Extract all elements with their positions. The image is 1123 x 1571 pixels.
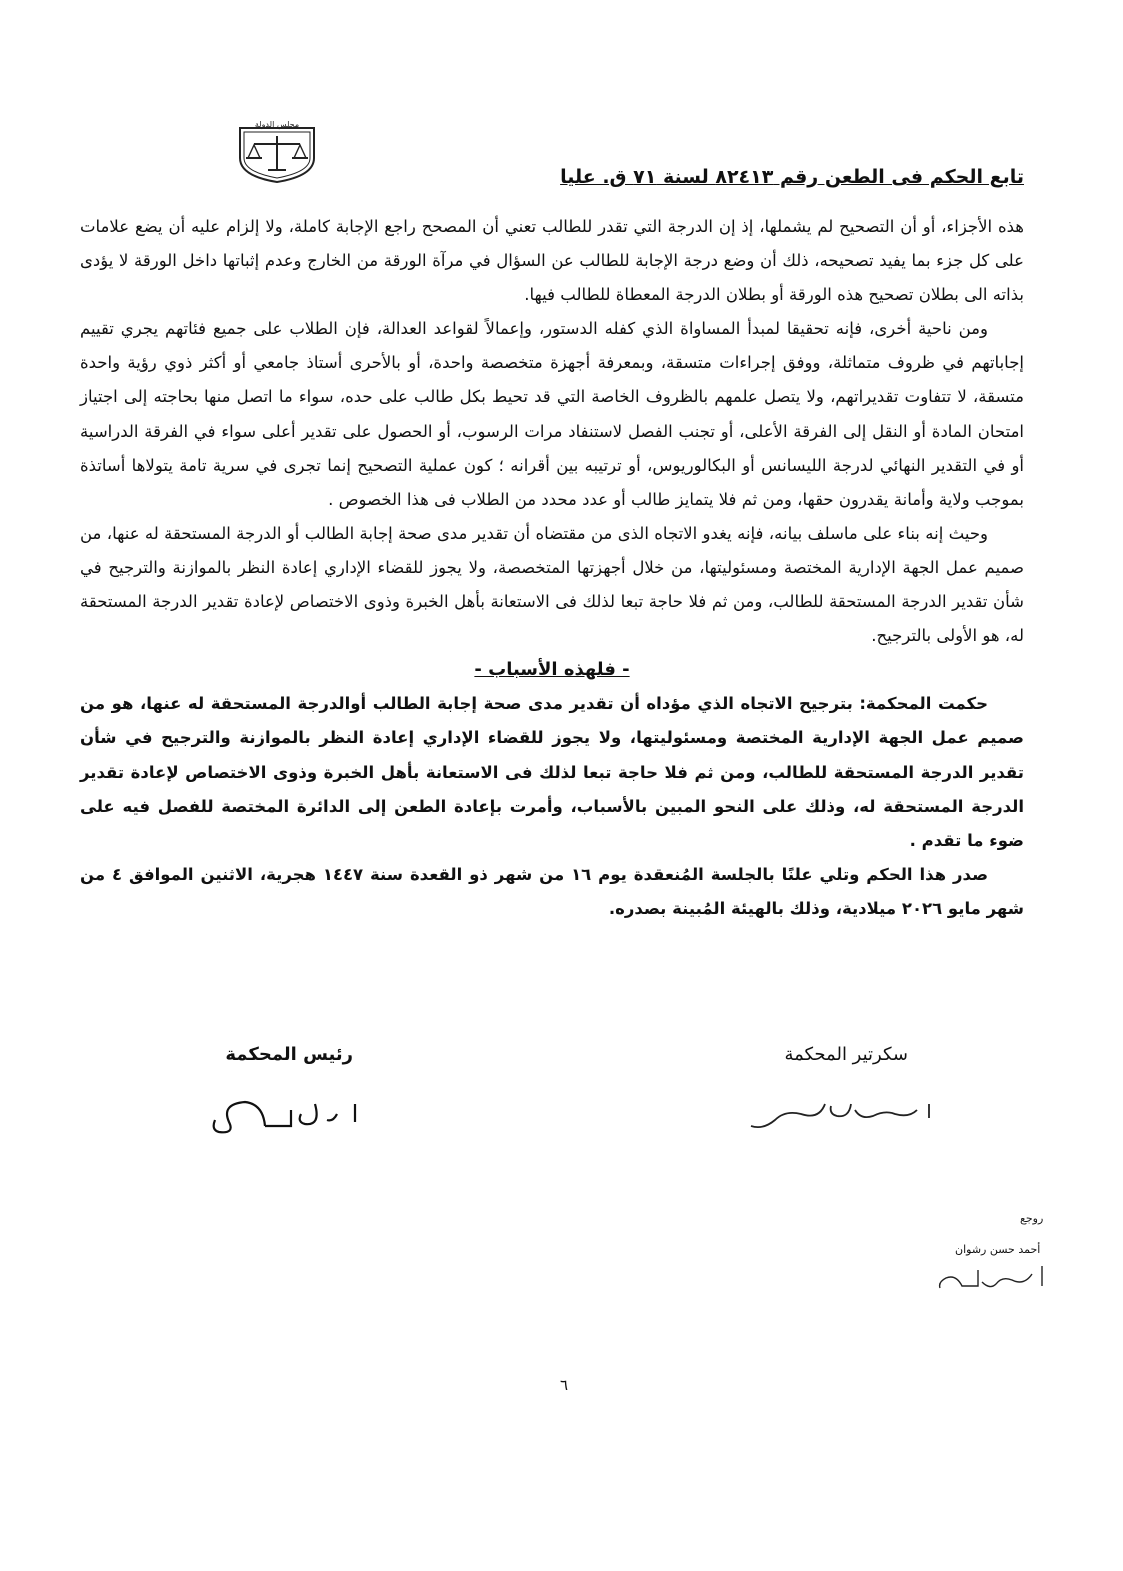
ruling-paragraph: حكمت المحكمة: بترجيح الاتجاه الذي مؤداه أن تقدير مدى صحة إجابة الطالب أوالدرجة المستحقة له عنها، هو من صميم عمل الجهة الإدارية المختصة ومسئوليتها، ولا يجوز للقضاء الإداري إعادة النظر بالموازنة والترجيح في شأن تقدير الدرجة المستحقة للطالب، ومن ثم فلا حاجة تبعا لذلك فى الاستعانة بأهل الخبرة وذوى الاختصاص لإعادة تقدير الدرجة المستحقة له، وذلك على النحو المبين بالأسباب، وأمرت بإعادة الطعن إلى الدائرة المختصة للفصل فيه على ضوء ما تقدم . [80,694,1024,850]
reviewer-name: أحمد حسن رشوان [955,1243,1041,1256]
review-tag: روجع [1020,1212,1044,1225]
emblem-text: مجلس الدولة [254,120,300,129]
court-president-label: رئيس المحكمة [225,1044,353,1065]
court-secretary-label: سكرتير المحكمة [784,1044,908,1065]
body-paragraph: ومن ناحية أخرى، فإنه تحقيقا لمبدأ المساواة الذي كفله الدستور، وإعمالاً لقواعد العدالة، فإن الطلاب على جميع فئاتهم يجري تقييم إجاباتهم في ظروف متماثلة، ووفق إجراءات متسقة، وبمعرفة أجهزة متخصصة واحدة، أو بالأحرى أستاذ جامعي أو أكثر ذوي رؤية واحدة متسقة، لا تتفاوت تقديراتهم، ولا يتصل علمهم بالظروف الخاصة التي قد تحيط بكل طالب على حده، سواء ما اتصل منها بحاجته إلى اجتياز امتحان المادة أو النقل إلى الفرقة الأعلى، أو تجنب الفصل لاستنفاد مرات الرسوب، أو الحصول على تقدير أعلى سواء في الفرقة الدراسية أو في التقدير النهائي لدرجة الليسانس أو البكالوريوس، أو ترتيبه بين أقرانه ؛ كون عملية التصحيح إنما تجرى في سرية تامة يتولاها أساتذة بموجب ولاية وأمانة يقدرون حقها، ومن ثم فلا يتمايز طالب أو عدد محدد من الطلاب فى هذا الخصوص . [80,319,1024,509]
secretary-signature [745,1074,935,1134]
body-paragraph: هذه الأجزاء، أو أن التصحيح لم يشملها، إذ إن الدرجة التي تقدر للطالب تعني أن المصحح راجع الإجابة كاملة، ولا إلزام عليه أن يضع علامات على كل جزء بما يفيد تصحيحه، ذلك أن وضع درجة الإجابة للطالب عن السؤال في مرآة الورقة من الخارج وعدم إثباتها داخل الورقة لا يؤدى بذاته الى بطلان تصحيح هذه الورقة أو بطلان الدرجة المعطاة للطالب فيها. [80,217,1024,305]
president-signature [205,1074,365,1144]
issuance-paragraph: صدر هذا الحكم وتلي علنًا بالجلسة المُنعقدة يوم ١٦ من شهر ذو القعدة سنة ١٤٤٧ هجرية، الاثنين الموافق ٤ من شهر مايو ٢٠٢٦ ميلادية، وذلك بالهيئة المُبينة بصدره. [80,864,1024,918]
case-header: تابع الحكم فى الطعن رقم ٨٢٤١٣ لسنة ٧١ ق. عليا [560,166,1024,188]
signature-block [0,1044,1123,1164]
body-paragraph: وحيث إنه بناء على ماسلف بيانه، فإنه يغدو الاتجاه الذى من مقتضاه أن تقدير مدى صحة إجابة الطالب أو الدرجة المستحقة له عنها، من صميم عمل الجهة الإدارية المختصة ومسئوليتها، من خلال أجهزتها المتخصصة، ولا يجوز للقضاء الإداري إعادة النظر بالموازنة والترجيح في شأن تقدير الدرجة المستحقة للطالب، ومن ثم فلا حاجة تبعا لذلك فى الاستعانة بأهل الخبرة وذوى الاختصاص لإعادة تقدير الدرجة المستحقة له، هو الأولى بالترجيح. [80,523,1024,646]
scales-of-justice-icon [232,118,322,184]
judgment-body [80,210,1024,926]
page-number: ٦ [560,1376,569,1394]
reasons-section-title: - فلهذه الأسباب - [474,659,630,681]
reviewer-signature [932,1256,1047,1294]
